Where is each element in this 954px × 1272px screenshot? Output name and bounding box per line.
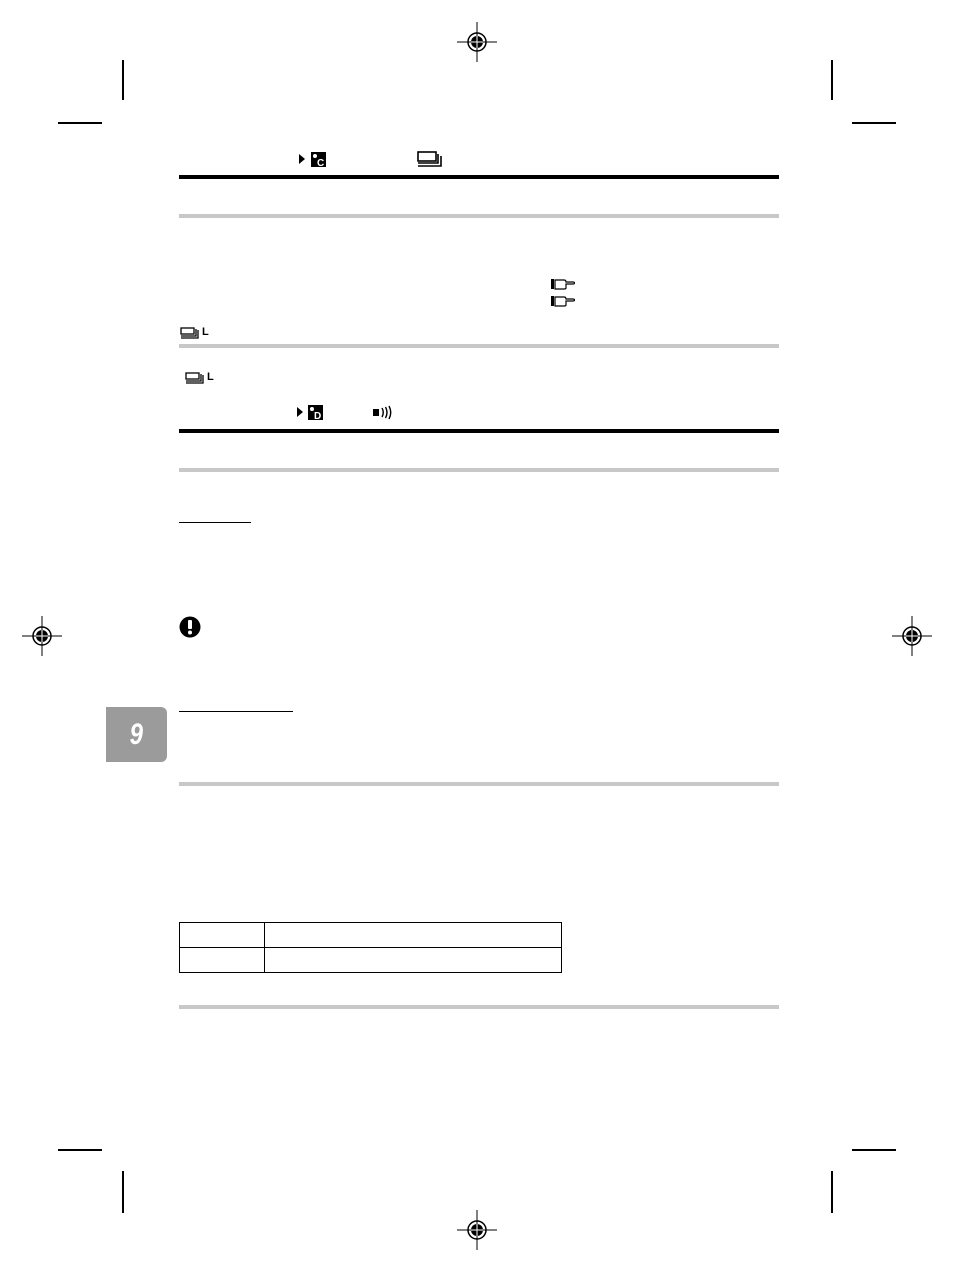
menu-arrow-right-icon-2: [297, 407, 303, 417]
table-row: [180, 948, 562, 973]
menu-arrow-right-icon: [299, 154, 305, 164]
sequential-low-label: L: [202, 326, 209, 338]
crop-mark-bottom-left-horizontal: [58, 1149, 102, 1151]
section-rule-middle: [179, 429, 779, 433]
registration-mark-left-icon: [22, 616, 62, 656]
custom-menu-c-icon: [311, 152, 326, 167]
sub-heading-underline-2: [179, 711, 293, 712]
reference-pointer-icon-2: [551, 295, 575, 307]
settings-table: [179, 922, 562, 973]
subsection-rule-1: [179, 214, 779, 218]
chapter-tab: [106, 707, 167, 762]
svg-text:D: D: [314, 411, 322, 420]
registration-mark-bottom-icon: [457, 1210, 497, 1250]
crop-mark-bottom-right-vertical: [831, 1171, 833, 1213]
registration-mark-right-icon: [892, 616, 932, 656]
sequential-low-description-label: L: [207, 371, 214, 383]
registration-mark-top-icon: [457, 22, 497, 62]
svg-text:C: C: [317, 158, 325, 167]
crop-mark-bottom-left-vertical: [122, 1171, 124, 1213]
subsection-rule-2: [179, 344, 779, 348]
sub-heading-underline-1: [179, 522, 251, 523]
table-cell: [180, 948, 265, 973]
crop-mark-top-left-horizontal: [58, 122, 102, 124]
sequential-shooting-low-icon-2: [185, 372, 205, 384]
table-cell: [265, 923, 562, 948]
section-rule-top: [179, 175, 779, 179]
subsection-rule-4: [179, 782, 779, 786]
caution-icon: [179, 616, 201, 638]
sequential-shooting-icon: [417, 151, 443, 168]
crop-mark-top-right-horizontal: [852, 122, 896, 124]
reference-pointer-icon: [551, 278, 575, 290]
beep-sound-icon: [372, 405, 394, 420]
crop-mark-bottom-right-horizontal: [852, 1149, 896, 1151]
table-row: [180, 923, 562, 948]
subsection-rule-3: [179, 468, 779, 472]
crop-mark-top-right-vertical: [831, 60, 833, 100]
sequential-shooting-low-icon: [180, 327, 200, 339]
crop-mark-top-left-vertical: [122, 60, 124, 100]
custom-menu-d-icon: [308, 405, 323, 420]
chapter-number: 9: [129, 717, 144, 751]
table-cell: [180, 923, 265, 948]
table-cell: [265, 948, 562, 973]
subsection-rule-5: [179, 1005, 779, 1009]
